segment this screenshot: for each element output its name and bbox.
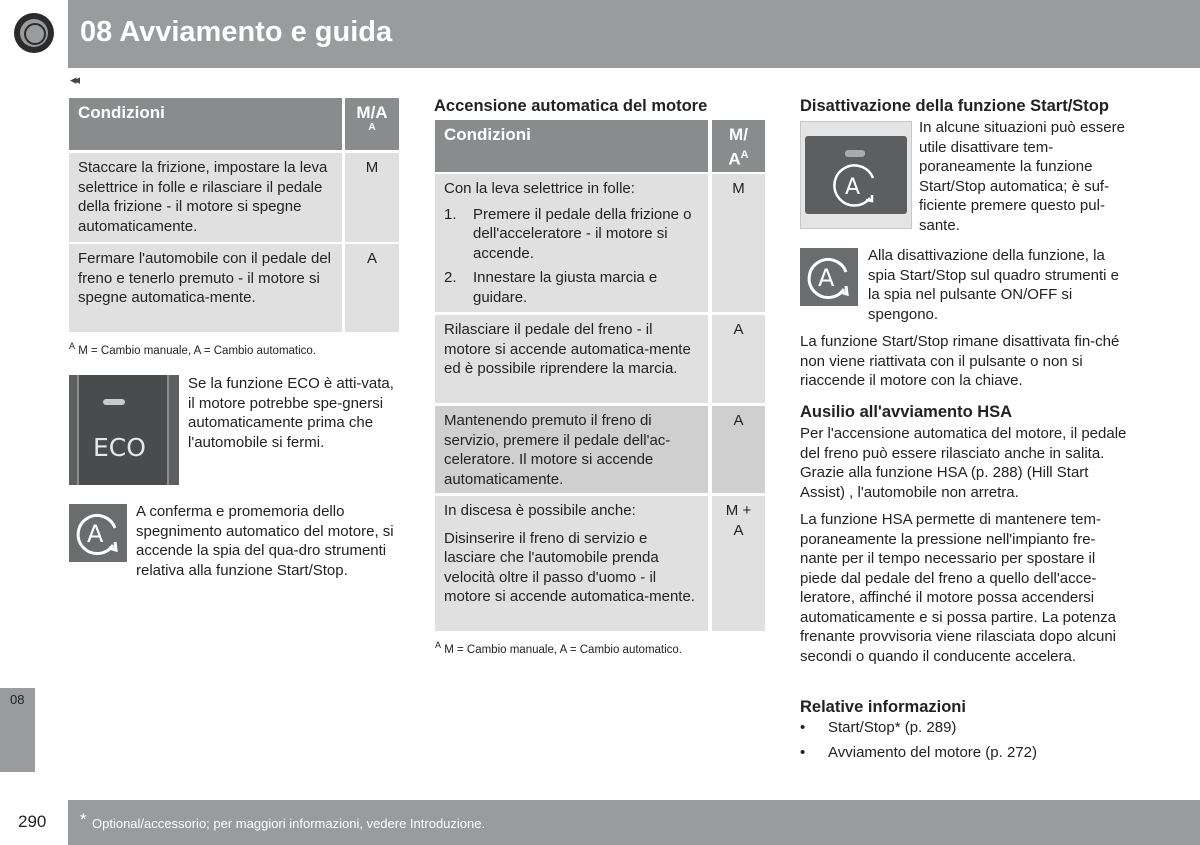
table1-row2-text: Fermare l'automobile con il pedale del freno e tenerlo premuto - il motore si spegne automatica-mente. [78,250,332,306]
table2-row2-text-cell [435,315,708,403]
button-autostart-symbol [831,162,881,208]
start-stop-button-icon [800,121,912,229]
table2-row1-text-cell [435,174,708,312]
table2-row3-text-cell [435,406,708,493]
table2-row3-value-cell [712,406,765,493]
table1-header-ma-sup: A [368,122,376,133]
eco-label: ECO [93,433,146,462]
footer-note: Optional/accessorio; per maggiori informazioni, vedere Introduzione. [92,816,486,831]
table2-header-ma-sup: A [740,149,749,161]
svg-text:A: A [818,264,835,292]
bullet-icon: • [800,719,806,736]
svg-text:A: A [845,175,861,200]
table1-row2-value: A [366,250,377,267]
table2-row1-intro: Con la leva selettrice in folle: [444,180,635,197]
table1-footnote [69,341,316,357]
table2-row3-value: A [733,412,744,429]
autostart-paragraph [68,502,398,580]
footer-star: * [80,810,87,829]
table2-row2-value: A [733,321,744,338]
step2-text: Innestare la giusta marcia e guidare. [473,269,658,306]
table2-row1-step2 [435,263,708,307]
step1-number: 1. [444,205,457,223]
eco-indicator-lamp [103,399,125,405]
step1-text: Premere il pedale della frizione o dell'acceleratore - il motore si accende. [473,205,692,262]
hsa-paragraph-1: Per l'accensione automatica del motore, il pedale del freno può essere rilasciato anche in salita. Grazie alla funzione HSA (p. 288) (Hill Start Assist) , l'automobile non arretra. [800,425,1127,501]
table2-row1-step1 [435,199,708,264]
table1-header-conditions [69,98,342,150]
page-title: 08 Avviamento e guida [80,16,393,48]
hsa-paragraph-2: La funzione HSA permette di mantenere tem-poraneamente la pressione nell'impianto fre-nante per il tempo necessario per spostare il piede dal pedale del freno a quello dell'acce-leratore, affinché il motore possa accendersi automaticamente e si possa partire. La potenza frenante provvisoria viene rilasciata dopo alcuni secondi o quando il conducente accelera. [800,511,1117,665]
steering-wheel-icon-rim [24,23,46,45]
eco-button-face [77,375,169,485]
table2-header-conditions [435,120,708,172]
eco-paragraph: Se la funzione ECO è atti-vata, il motore potrebbe spe-gnersi automaticamente prima che l'automobile si fermi. [188,375,394,451]
section-heading-auto-start: Accensione automatica del motore [434,97,708,115]
svg-text:A: A [87,520,104,548]
autostart-lamp-icon [800,248,858,306]
table1-header-ma [345,98,399,150]
back-link[interactable]: ◂◂ [70,72,78,87]
table2-row4-value-cell [712,496,765,631]
table2-row4-text1: In discesa è possibile anche: [444,502,636,519]
table2-row4-value2: A [733,521,744,539]
related-link-engine-start[interactable] [800,743,1130,763]
related-list [800,718,1130,762]
chapter-tab-label: 08 [10,692,25,707]
table2-header-ma-a: A [728,149,741,169]
lamp-paragraph: Alla disattivazione della funzione, la spia Start/Stop sul quadro strumenti e la spia nel pulsante ON/OFF si spengono. [868,247,1119,323]
table2-row3-text: Mantenendo premuto il freno di servizio, premere il pedale dell'ac-celeratore. Il motore si accende automaticamente. [444,412,671,488]
table2-row4-value1: M + [725,502,752,519]
table2-row4-text2: Disinserire il freno di servizio e lasciare che l'automobile prenda velocità oltre il passo d'uomo - il motore si accende automatica-mente. [444,529,695,605]
related-link-start-stop[interactable] [800,718,1130,738]
table1-footnote-marker: A [69,341,76,351]
table1-row1-value-cell [345,153,399,242]
autostart-lamp-svg [800,248,858,306]
table2-header-ma [712,120,765,172]
float-spacer [68,502,136,568]
table2-row2-value-cell [712,315,765,403]
table2-row4-text-cell [435,496,708,631]
disabled-paragraph: La funzione Start/Stop rimane disattivata fin-ché non viene riattivata con il pulsante o non si riaccende il motore con la chiave. [800,333,1120,389]
autostart-paragraph-text: A conferma e promemoria dello spegnimento automatico del motore, si accende la spia del qua-dro strumenti relativa alla funzione Start/Stop. [136,503,394,579]
section-heading-related: Relative informazioni [800,698,966,716]
table2-footnote-marker: A [435,640,442,650]
related-link-label: Avviamento del motore (p. 272) [828,743,1037,761]
eco-button-icon [69,375,179,485]
table1-header-ma-label: M/A [356,103,388,122]
table2-footnote [435,640,682,656]
table1-row1-text-cell [69,153,342,242]
bullet-icon: • [800,743,806,761]
table1-row2-value-cell [345,244,399,332]
table1-row2-text-cell [69,244,342,332]
step2-number: 2. [444,269,457,286]
table1-header-conditions-label: Condizioni [78,103,165,122]
button-indicator-lamp [845,150,865,157]
section-heading-hsa: Ausilio all'avviamento HSA [800,403,1013,421]
table1-footnote-text: M = Cambio manuale, A = Cambio automatico. [78,344,317,357]
table2-header-ma-label: M/ [729,125,748,144]
table2-footnote-text: M = Cambio manuale, A = Cambio automatico. [444,643,683,656]
table2-header-conditions-label: Condizioni [444,125,531,144]
table1-row1-text: Staccare la frizione, impostare la leva selettrice in folle e rilasciare il pedale della frizione - il motore si spegne automaticamente. [78,159,328,235]
table2-row2-text: Rilasciare il pedale del freno - il motore si accende automatica-mente ed è possibile riprendere la marcia. [444,321,691,377]
table2-row1-value-cell [712,174,765,312]
table2-row1-value: M [732,180,745,197]
page-number: 290 [18,812,47,831]
section-heading-disable-start-stop: Disattivazione della funzione Start/Stop [800,97,1109,115]
button-paragraph: In alcune situazioni può essere utile disattivare tem-poraneamente la funzione Start/Stop automatica; è suf-ficiente premere questo pul-sante. [919,119,1125,234]
table1-row1-value: M [365,159,379,176]
table2-header-ma-line2 [712,145,765,170]
related-link-label: Start/Stop* (p. 289) [828,719,957,736]
